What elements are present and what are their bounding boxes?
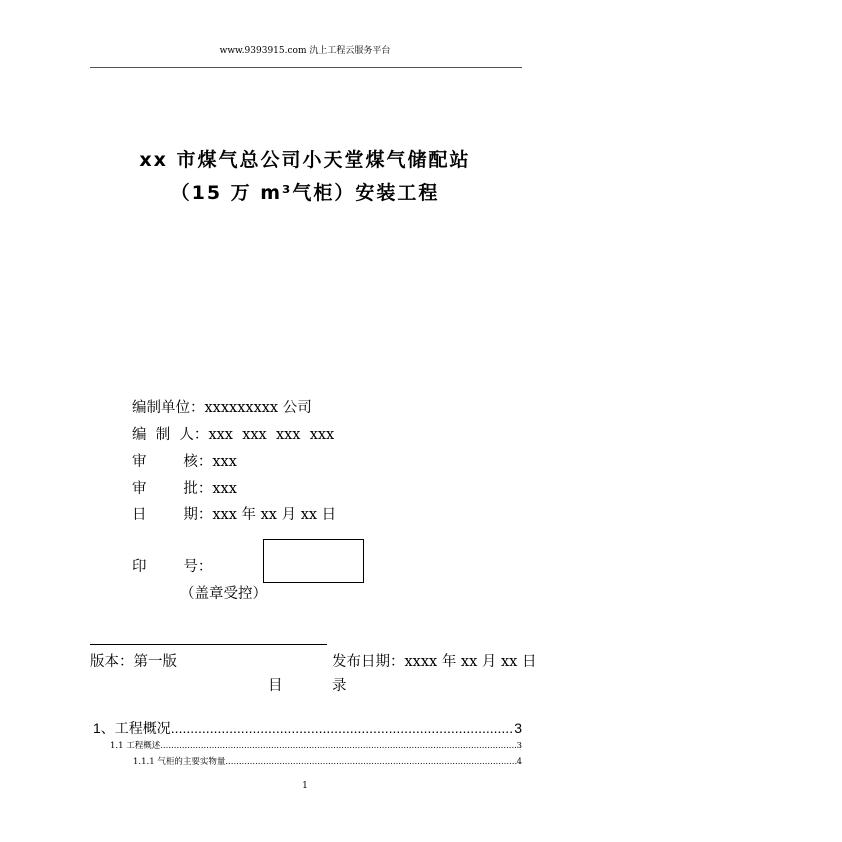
toc-item-page: 3: [516, 741, 522, 751]
field-label: 审 核：: [132, 454, 213, 470]
field-compiler-unit: [132, 396, 312, 417]
field-review: [132, 450, 237, 471]
page-number: 1: [302, 781, 308, 791]
field-value: xxxxxxxxx 公司: [204, 400, 312, 416]
field-value: xxx 年 xx 月 xx 日: [212, 507, 337, 523]
seal-note: （盖章受控）: [180, 586, 267, 602]
field-label: 日 期：: [132, 507, 213, 523]
field-compiler: [132, 423, 334, 444]
field-value: xxx: [212, 481, 237, 497]
toc-item[interactable]: [133, 755, 522, 767]
toc-item[interactable]: [110, 739, 522, 751]
doc-title-line2: （15 万 m³气柜）安装工程: [170, 182, 440, 204]
toc-item-label: 1.1 工程概述: [110, 741, 161, 751]
field-label: 编制单位：: [132, 400, 205, 416]
field-label: 编 制 人：: [132, 427, 209, 443]
field-date: [132, 503, 336, 524]
toc-item-page: 3: [514, 720, 522, 736]
header-divider: [90, 67, 522, 68]
toc-item[interactable]: [93, 718, 522, 738]
footer-divider: [90, 644, 327, 645]
field-value: xxx: [212, 454, 237, 470]
seal-label: 印 号：: [132, 559, 213, 575]
version-label: 版本：第一版: [90, 654, 177, 670]
doc-title-line1: xx 市煤气总公司小天堂煤气储配站: [139, 149, 471, 171]
toc-item-label: 1.1.1 气柜的主要实物量: [133, 757, 226, 767]
toc-leader: [160, 741, 516, 751]
toc-leader: [171, 720, 514, 736]
toc-item-page: 4: [516, 757, 522, 767]
field-label: 审 批：: [132, 481, 213, 497]
release-date: 发布日期：xxxx 年 xx 月 xx 日: [332, 654, 537, 670]
toc-leader: [225, 757, 516, 767]
field-approve: [132, 477, 237, 498]
toc-heading-left: 目: [268, 678, 283, 694]
toc-item-label: 1、工程概况: [93, 720, 171, 736]
seal-box: [263, 539, 364, 583]
field-value: xxx xxx xxx xxx: [208, 427, 335, 443]
toc-heading-right: 录: [332, 678, 347, 694]
page-header: www.9393915.com 氿上工程云服务平台: [219, 46, 391, 56]
